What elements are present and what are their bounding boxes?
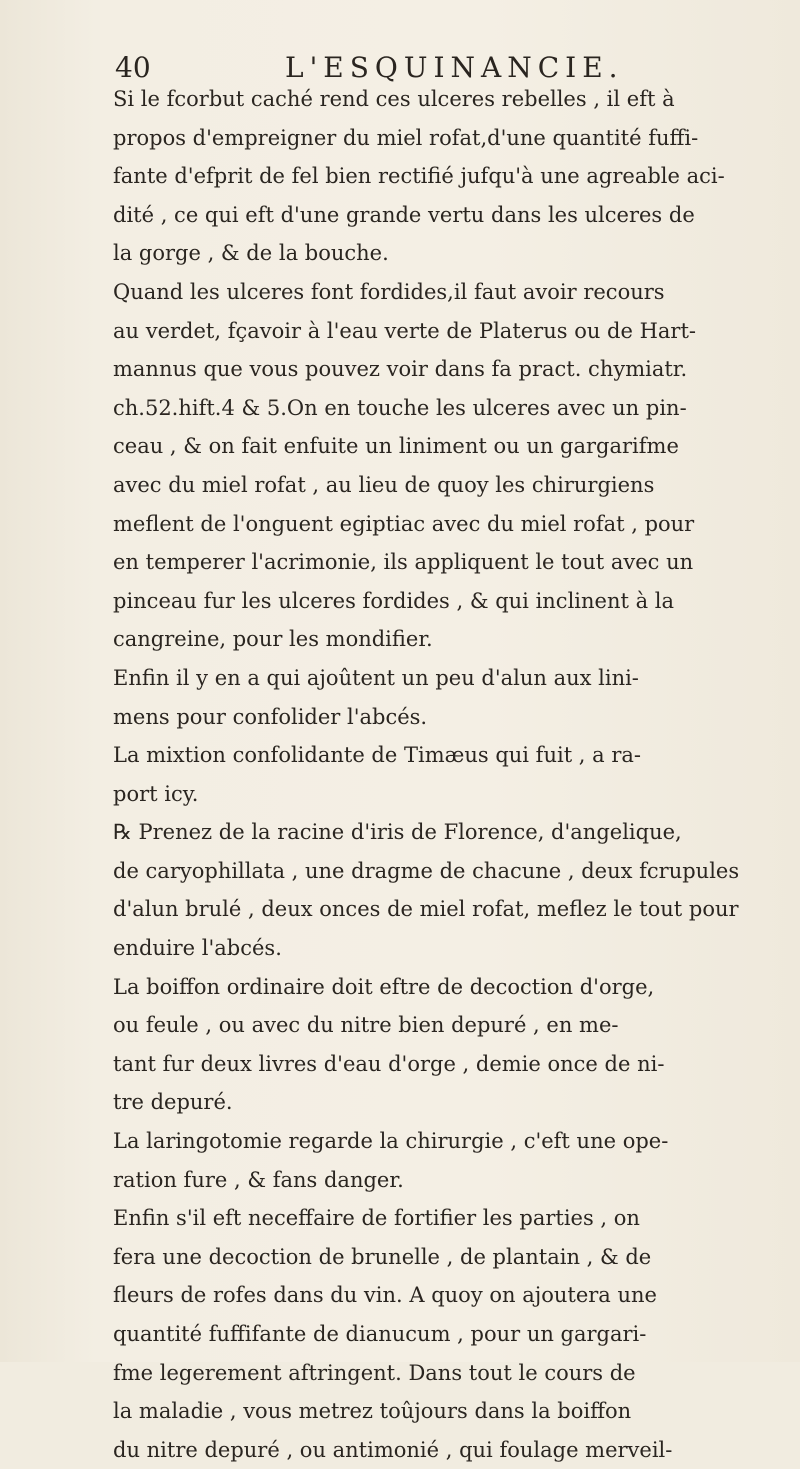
text-line: cangreine, pour les mondifier. (113, 627, 433, 652)
text-line: quantité fuffifante de dianucum , pour un gargari- (113, 1322, 647, 1346)
text-line: La boiffon ordinaire doit eftre de decoction d'orge, (113, 974, 655, 999)
text-line: ceau , & on fait enfuite un liniment ou un gargarifme (113, 434, 679, 459)
text-line: Quand les ulceres font fordides,il faut avoir recours (113, 279, 665, 304)
text-line: pinceau fur les ulceres fordides , & qui inclinent à la (113, 588, 675, 613)
text-line: la maladie , vous metrez toûjours dans la boiffon (113, 1399, 632, 1424)
text-line: tre depuré. (113, 1090, 233, 1115)
text-line: d'alun brulé , deux onces de miel rofat, meflez le tout pour (113, 897, 739, 922)
text-line: du nitre depuré , ou antimonié , qui foulage merveil- (113, 1437, 673, 1462)
text-line: ration fure , & fans danger. (113, 1167, 404, 1192)
text-line: au verdet, fçavoir à l'eau verte de Platerus ou de Hart- (113, 318, 696, 343)
page-number: 40 (115, 51, 151, 84)
text-line: propos d'empreigner du miel rofat,d'une quantité fuffi- (113, 125, 699, 150)
text-line: La laringotomie regarde la chirurgie , c'eft une ope- (113, 1129, 669, 1154)
text-line: dité , ce qui eft d'une grande vertu dans les ulceres de (113, 202, 695, 227)
text-line: mens pour confolider l'abcés. (113, 704, 428, 729)
text-line: fante d'efprit de fel bien rectifié jufqu'à une agreable aci- (113, 164, 725, 189)
text-line: la gorge , & de la bouche. (113, 241, 389, 266)
text-line: fera une decoction de brunelle , de plantain , & de (113, 1244, 652, 1269)
text-line: mannus que vous pouvez voir dans fa pract. chymiatr. (113, 357, 688, 382)
text-line: Enfin s'il eft neceffaire de fortifier les parties , on (113, 1206, 640, 1231)
text-line: port icy. (113, 781, 199, 806)
text-line: Si le fcorbut caché rend ces ulceres rebelles , il eft à (113, 87, 675, 111)
body-text (113, 80, 765, 1469)
running-title: L'ESQUINANCIE. (285, 51, 624, 84)
text-line: fleurs de rofes dans du vin. A quoy on ajoutera une (113, 1283, 657, 1308)
text-line: ch.52.hift.4 & 5.On en touche les ulceres avec un pin- (113, 395, 687, 420)
text-line: de caryophillata , une dragme de chacune , deux fcrupules (113, 858, 740, 883)
text-line: en temperer l'acrimonie, ils appliquent le tout avec un (113, 550, 694, 575)
text-line: Enfin il y en a qui ajoûtent un peu d'alun aux lini- (113, 665, 639, 690)
text-line: fme legerement aftringent. Dans tout le cours de (113, 1360, 636, 1385)
text-line: meflent de l'onguent egiptiac avec du miel rofat , pour (113, 511, 695, 536)
text-line: enduire l'abcés. (113, 936, 282, 961)
text-line: avec du miel rofat , au lieu de quoy les chirurgiens (113, 472, 655, 497)
text-line: ou feule , ou avec du nitre bien depuré , en me- (113, 1013, 619, 1038)
text-line: La mixtion confolidante de Timæus qui fuit , a ra- (113, 743, 642, 768)
text-line: tant fur deux livres d'eau d'orge , demie once de ni- (113, 1051, 665, 1076)
text-line: ℞ Prenez de la racine d'iris de Florence, d'angelique, (113, 820, 682, 845)
